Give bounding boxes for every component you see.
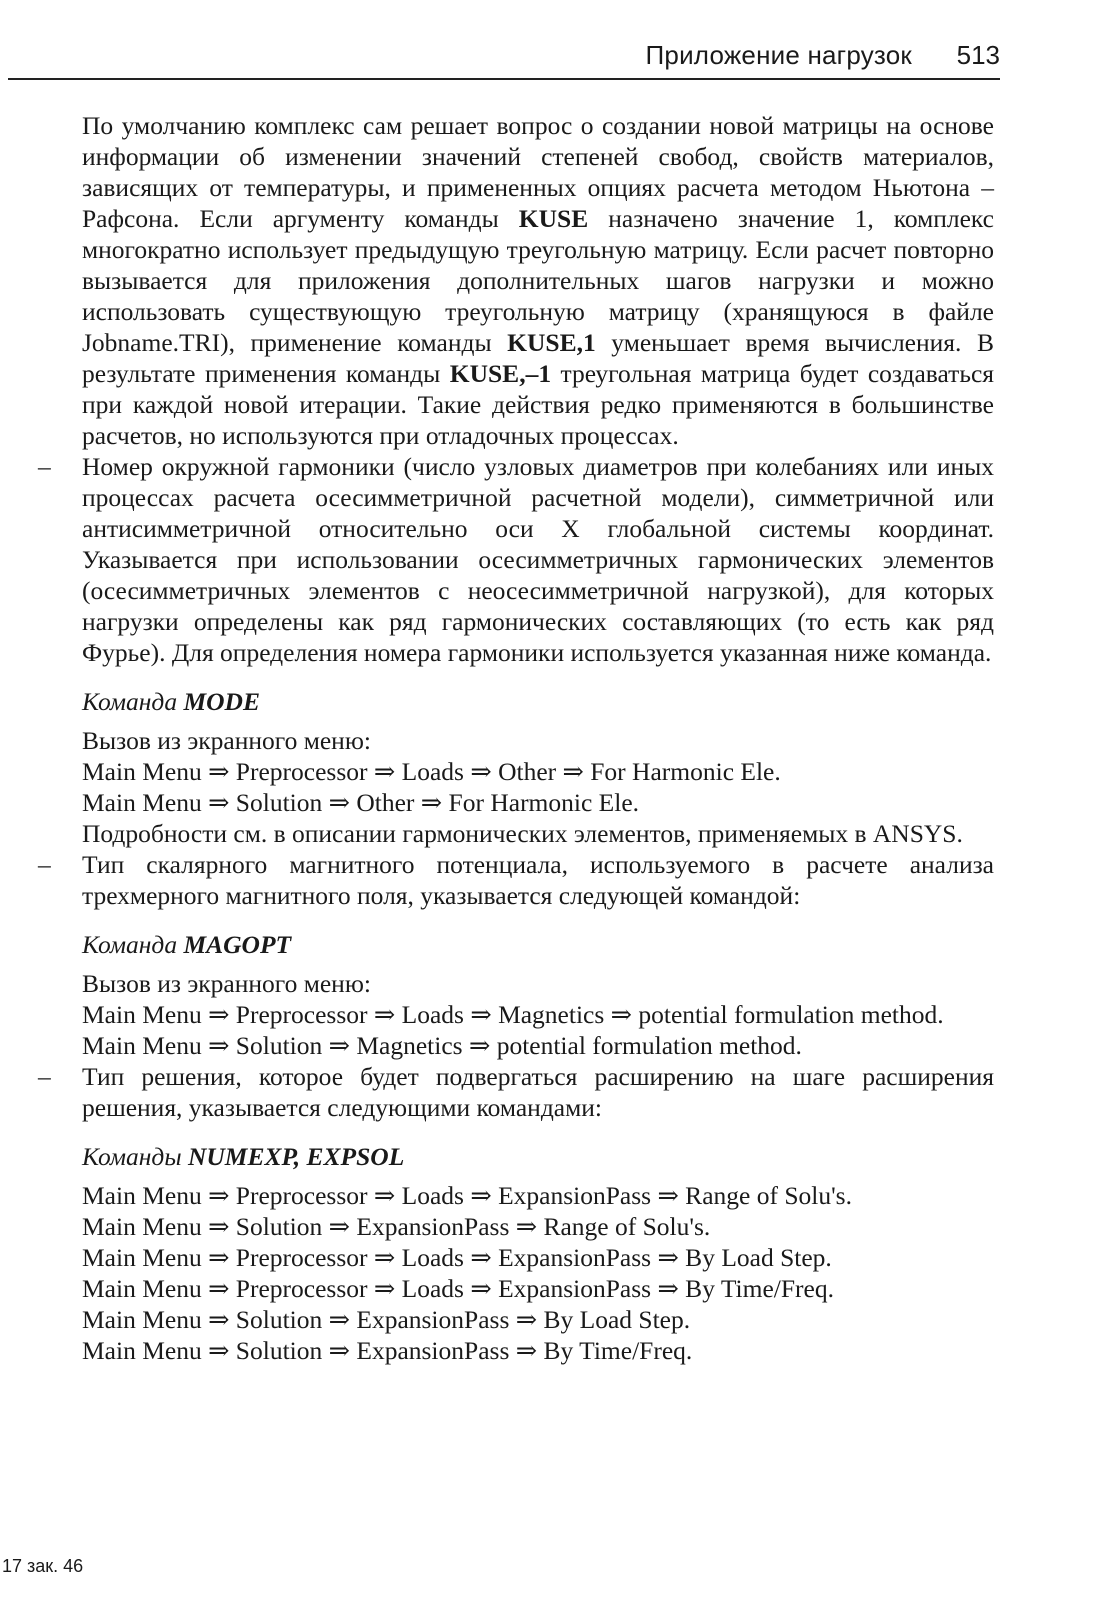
list-item-harmonic [38,451,994,668]
list-dash: – [38,850,51,879]
running-header [0,40,1000,80]
menu-path: Main Menu ⇒ Preprocessor ⇒ Loads ⇒ Other ⇒ For Harmonic Ele. [82,757,781,786]
menu-path: Main Menu ⇒ Preprocessor ⇒ Loads ⇒ ExpansionPass ⇒ By Load Step. [82,1243,832,1272]
keyword-kuse: KUSE [518,204,589,233]
list-dash: – [38,1062,51,1091]
menu-path: Main Menu ⇒ Solution ⇒ Other ⇒ For Harmonic Ele. [82,788,640,817]
paragraph-text: уменьшает время вычисления. В результате применения команды [82,328,994,388]
list-dash: – [38,452,51,481]
paragraph-text: треугольная матрица будет создаваться при каждой новой итерации. Такие действия редко применяются в большинстве расчетов, но используются при отладочных процессах. [82,359,994,450]
keyword-kuse-1: KUSE,1 [507,328,596,357]
header-title: Приложение нагрузок [645,40,912,70]
command-heading-magopt [82,929,994,960]
menu-call-label: Вызов из экранного меню: [82,726,371,755]
list-item-text: Тип скалярного магнитного потенциала, используемого в расчете анализа трехмерного магнитного поля, указывается следующей командой: [82,850,994,910]
menu-path: Main Menu ⇒ Solution ⇒ Magnetics ⇒ potential formulation method. [82,1031,802,1060]
command-prefix: Команда [82,687,184,716]
header-rule [8,78,1000,80]
list-item-scalar-potential [38,849,994,911]
command-name: MODE [183,687,260,716]
list-item-text: Номер окружной гармоники (число узловых диаметров при колебаниях или иных процессах расчета осесимметричной расчетной модели), симметричной или антисимметричной относительно оси X глобальной системы координат. Указывается при использовании осесимметричных гармонических элементов (осесимметричных элементов с неосесимметричной нагрузкой), для которых нагрузки определены как ряд гармонических составляющих (то есть как ряд Фурье). Для определения номера гармоники используется указанная ниже команда. [82,452,994,667]
page-number: 513 [956,40,1000,70]
page-body [38,110,994,1366]
paragraph-text: назначено значение 1, комплекс многократно использует предыдущую треугольную матрицу. Если расчет повторно вызывается для приложения дополнительных шагов нагрузки и можно использовать существующую треугольную матрицу (хранящуюся в файле Jobname.TRI), применение команды [82,204,994,357]
menu-path: Main Menu ⇒ Solution ⇒ ExpansionPass ⇒ Range of Solu's. [82,1212,711,1241]
printer-signature: 17 зак. 46 [2,1556,84,1576]
menu-call-label: Вызов из экранного меню: [82,969,371,998]
command-name: NUMEXP, EXPSOL [187,1142,405,1171]
command-heading-mode [82,686,994,717]
menu-note: Подробности см. в описании гармонических элементов, применяемых в ANSYS. [82,819,963,848]
command-name: MAGOPT [183,930,292,959]
paragraph-text: По умолчанию комплекс сам решает вопрос о создании новой матрицы на основе информации об изменении значений степеней свобод, свойств материалов, зависящих от температуры, и примененных опциях расчета методом Ньютона – Рафсона. Если аргументу команды [82,111,994,233]
list-item-text: Тип решения, которое будет подвергаться расширению на шаге расширения решения, указывается следующими командами: [82,1062,994,1122]
menu-path: Main Menu ⇒ Preprocessor ⇒ Loads ⇒ Magnetics ⇒ potential formulation method. [82,1000,944,1029]
command-prefix: Команда [82,930,184,959]
menu-path: Main Menu ⇒ Preprocessor ⇒ Loads ⇒ ExpansionPass ⇒ By Time/Freq. [82,1274,834,1303]
command-heading-numexp [82,1141,994,1172]
keyword-kuse-minus-1: KUSE,–1 [449,359,552,388]
menu-path: Main Menu ⇒ Solution ⇒ ExpansionPass ⇒ By Load Step. [82,1305,691,1334]
paragraph-kuse [82,110,994,451]
menu-path: Main Menu ⇒ Preprocessor ⇒ Loads ⇒ ExpansionPass ⇒ Range of Solu's. [82,1181,852,1210]
command-prefix: Команды [82,1142,188,1171]
list-item-solution-type [38,1061,994,1123]
menu-path: Main Menu ⇒ Solution ⇒ ExpansionPass ⇒ By Time/Freq. [82,1336,693,1365]
